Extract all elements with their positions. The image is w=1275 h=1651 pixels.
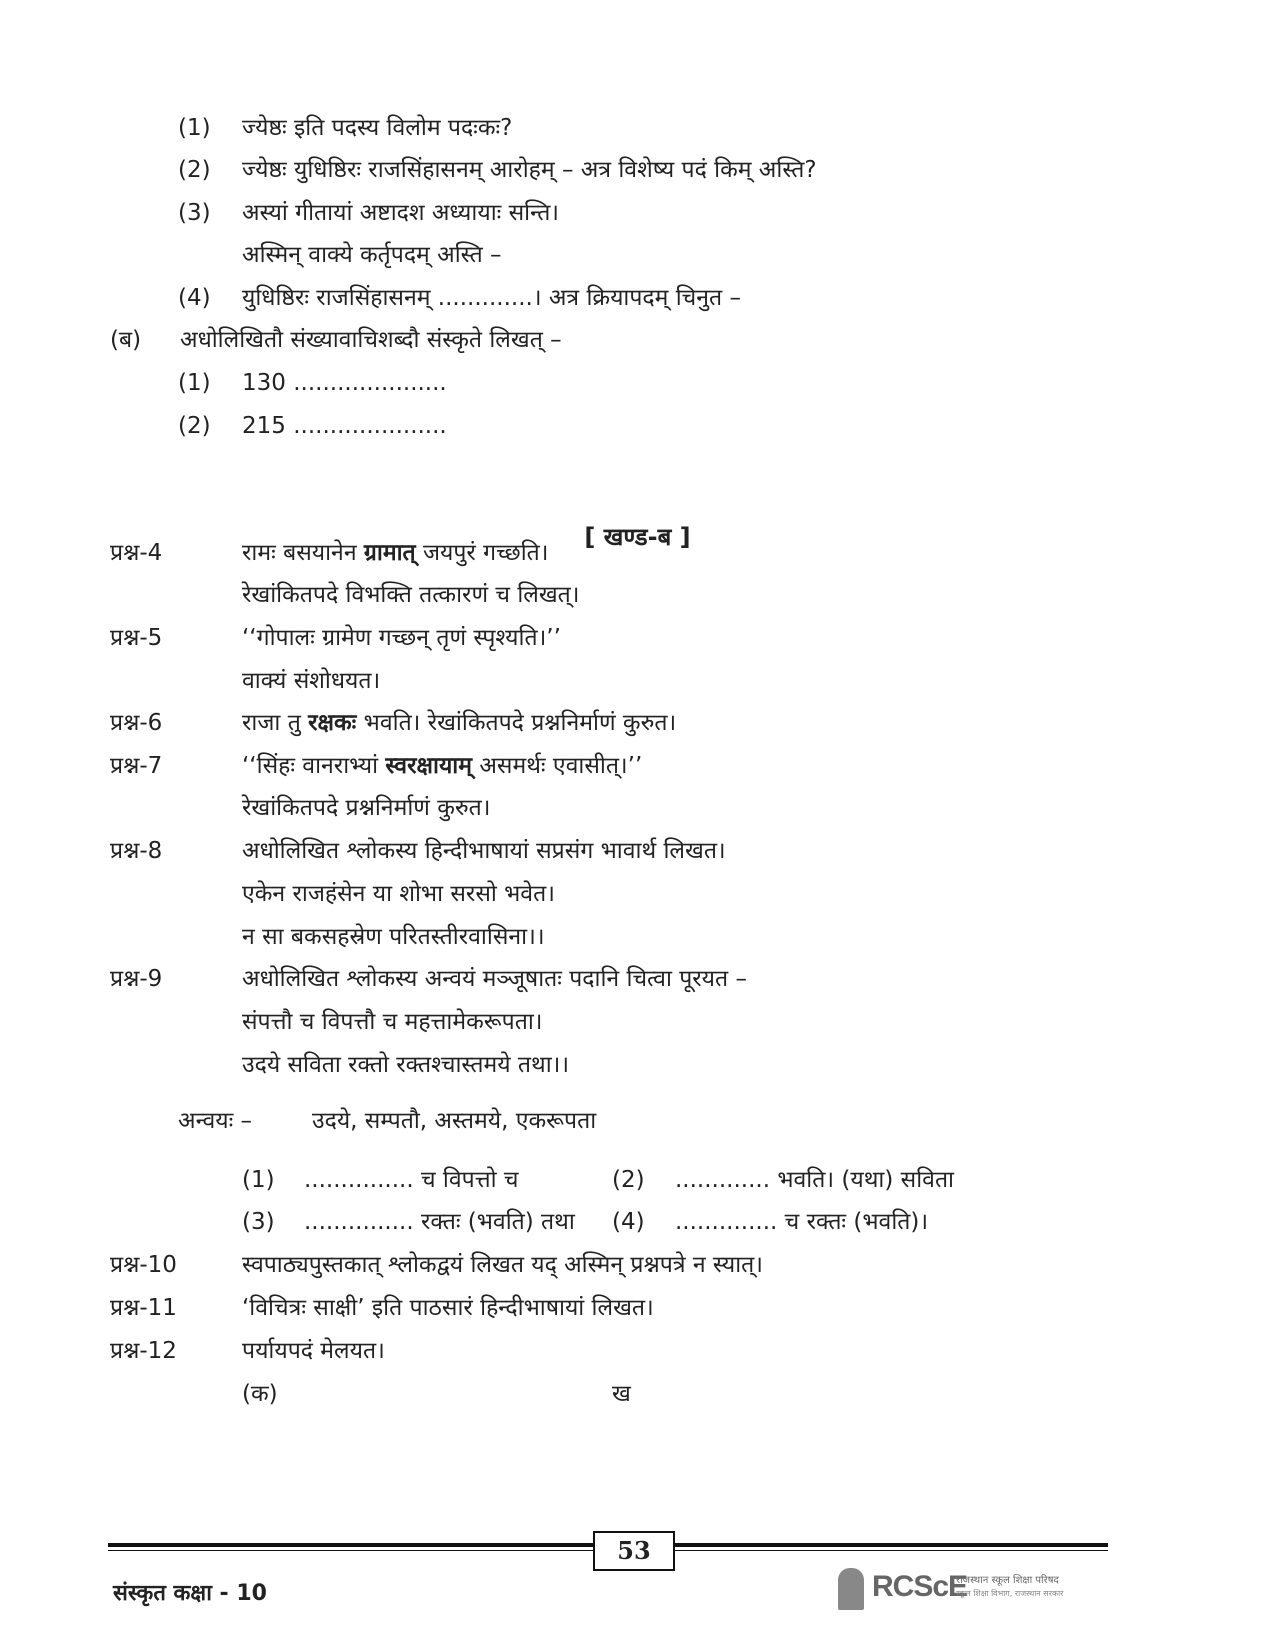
shloka-line: उदये सविता रक्तो रक्तश्चास्तमये तथा।। (242, 1052, 570, 1078)
question-text-cont: वाक्यं संशोधयत। (242, 668, 381, 694)
item-text: ज्येष्ठः युधिष्ठिरः राजसिंहासनम् आरोहम् – अत्र विशेष्य पदं किम् अस्ति? (242, 157, 817, 183)
question-label: प्रश्न-7 (110, 753, 163, 779)
item-text: युधिष्ठिरः राजसिंहासनम् .............। अत्र क्रियापदम् चिनुत – (242, 285, 741, 311)
item-number: (1) (178, 370, 211, 396)
blank-text: .............. च रक्तः (भवति)। (675, 1209, 929, 1235)
part-text: अधोलिखितौ संख्यावाचिशब्दौ संस्कृते लिखत् – (180, 327, 562, 353)
page-number: 53 (593, 1531, 675, 1571)
question-text: स्वपाठ्यपुस्तकात् श्लोकद्वयं लिखत यद् अस्मिन् प्रश्नपत्रे न स्यात्। (242, 1252, 763, 1278)
item-number: (4) (178, 285, 211, 311)
blank-text: ............... रक्तः (भवति) तथा (304, 1209, 575, 1235)
question-label: प्रश्न-10 (110, 1252, 177, 1278)
item-number: (1) (178, 115, 211, 141)
question-text: रामः बसयानेन ग्रामात् जयपुरं गच्छति। (242, 540, 549, 566)
question-text: राजा तु रक्षकः भवति। रेखांकितपदे प्रश्ननिर्माणं कुरुत। (242, 710, 677, 736)
question-text-cont: रेखांकितपदे प्रश्ननिर्माणं कुरुत। (242, 795, 491, 821)
shloka-line: न सा बकसहस्रेण परितस्तीरवासिना।। (242, 924, 545, 950)
question-label: प्रश्न-5 (110, 625, 163, 651)
blank-text: ............... च विपत्तो च (304, 1167, 519, 1193)
logo-subtitle: राजस्थान स्कूल शिक्षा परिषद (956, 1575, 1059, 1586)
question-label: प्रश्न-8 (110, 838, 163, 864)
column-b-header: ख (612, 1381, 631, 1407)
rcsce-logo (838, 1564, 1128, 1614)
book-title: संस्कृत कक्षा - 10 (113, 1581, 267, 1606)
item-text: 130 ..................... (242, 370, 447, 396)
question-label: प्रश्न-12 (110, 1338, 177, 1364)
item-text: ज्येष्ठः इति पदस्य विलोम पदःकः? (242, 115, 513, 141)
shloka-line: संपत्तौ च विपत्तौ च महत्तामेकरूपता। (242, 1009, 543, 1035)
item-text: 215 ..................... (242, 413, 447, 439)
blank-number: (2) (612, 1167, 645, 1193)
blank-number: (3) (242, 1209, 275, 1235)
item-number: (2) (178, 413, 211, 439)
question-text: अधोलिखित श्लोकस्य अन्वयं मञ्जूषातः पदानि चित्वा पूरयत – (242, 966, 747, 992)
question-label: प्रश्न-6 (110, 710, 163, 736)
item-number: (2) (178, 157, 211, 183)
blank-text: ............. भवति। (यथा) सविता (675, 1167, 955, 1193)
blank-number: (1) (242, 1167, 275, 1193)
section-heading: [ खण्ड-ब ] (584, 523, 691, 551)
item-text: अस्यां गीतायां अष्टादश अध्यायाः सन्ति। (242, 200, 560, 226)
item-number: (3) (178, 200, 211, 226)
question-text-cont: रेखांकितपदे विभक्ति तत्कारणं च लिखत्। (242, 582, 580, 608)
question-text: पर्यायपदं मेलयत। (242, 1338, 385, 1364)
anvay-label: अन्वयः – (178, 1108, 253, 1134)
part-label: (ब) (110, 327, 142, 353)
logo-subtitle-2: स्कूल शिक्षा विभाग, राजस्थान सरकार (956, 1589, 1064, 1598)
column-a-header: (क) (242, 1381, 278, 1407)
shloka-line: एकेन राजहंसेन या शोभा सरसो भवेत। (242, 881, 555, 907)
blank-number: (4) (612, 1209, 645, 1235)
emblem-icon (838, 1568, 864, 1610)
question-text: ‘‘गोपालः ग्रामेण गच्छन् तृणं स्पृश्यति।’’ (242, 625, 561, 651)
question-text: ‘‘सिंहः वानराभ्यां स्वरक्षायाम् असमर्थः एवासीत्।’’ (242, 753, 643, 779)
question-label: प्रश्न-4 (110, 540, 163, 566)
question-label: प्रश्न-11 (110, 1295, 177, 1321)
question-text: अधोलिखित श्लोकस्य हिन्दीभाषायां सप्रसंग भावार्थ लिखत। (242, 838, 726, 864)
anvay-words: उदये, सम्पतौ, अस्तमये, एकरूपता (312, 1108, 597, 1134)
item-text-cont: अस्मिन् वाक्ये कर्तृपदम् अस्ति – (242, 242, 502, 268)
question-text: ‘विचित्रः साक्षी’ इति पाठसारं हिन्दीभाषायां लिखत। (242, 1295, 654, 1321)
question-label: प्रश्न-9 (110, 966, 163, 992)
logo-text: RCScE (872, 1570, 968, 1603)
